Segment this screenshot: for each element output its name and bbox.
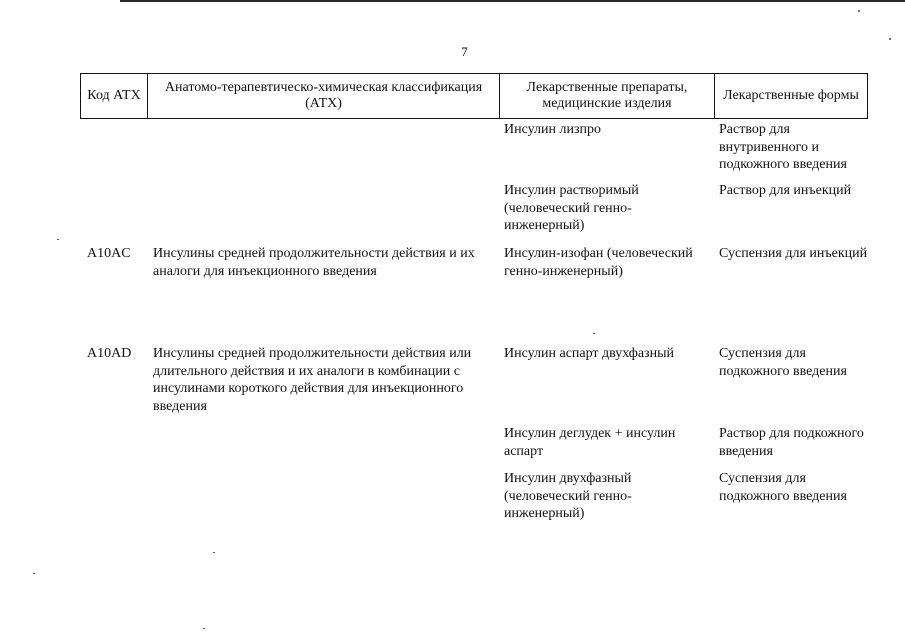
drug-name: Инсулин лизпро <box>504 122 601 137</box>
atc-classification: Инсулины средней продолжительности действия и их аналоги для инъекционного введения <box>153 246 475 279</box>
drug-name: Инсулин растворимый (человеческий генно-инженерный) <box>504 183 639 233</box>
drug-name: Инсулин двухфазный (человеческий генно-инженерный) <box>504 471 632 521</box>
scan-speck <box>858 10 860 12</box>
dosage-form: Раствор для подкожного введения <box>719 426 864 459</box>
dosage-form: Раствор для внутривенного и подкожного введения <box>719 122 847 172</box>
table-header <box>80 73 868 119</box>
scan-speck <box>593 333 595 334</box>
drug-name: Инсулин деглудек + инсулин аспарт <box>504 426 676 459</box>
drug-name: Инсулин-изофан (человеческий генно-инженерный) <box>504 246 693 279</box>
header-atc-code: Код АТХ <box>87 88 141 103</box>
header-dosage-forms: Лекарственные формы <box>714 74 867 118</box>
atc-code: A10AC <box>87 246 131 261</box>
dosage-form: Суспензия для подкожного введения <box>719 471 847 504</box>
scan-speck <box>203 628 205 629</box>
top-edge-rule <box>120 0 905 2</box>
scan-speck <box>57 239 59 240</box>
scan-speck <box>889 38 891 40</box>
dosage-form: Раствор для инъекций <box>719 183 852 198</box>
dosage-form: Суспензия для инъекций <box>719 246 868 261</box>
atc-classification: Инсулины средней продолжительности действия или длительного действия и их аналоги в комбинации с инсулинами короткого действия для инъекционного введения <box>153 346 472 414</box>
drug-name: Инсулин аспарт двухфазный <box>504 346 674 361</box>
header-drugs: Лекарственные препараты, медицинские изделия <box>499 74 714 118</box>
dosage-form: Суспензия для подкожного введения <box>719 346 847 379</box>
header-atc-classification: Анатомо-терапевтическо-химическая классификация (АТХ) <box>147 74 499 118</box>
atc-code: A10AD <box>87 346 132 361</box>
page-number: 7 <box>461 44 468 59</box>
scan-speck <box>33 573 35 574</box>
scan-speck <box>213 552 215 553</box>
